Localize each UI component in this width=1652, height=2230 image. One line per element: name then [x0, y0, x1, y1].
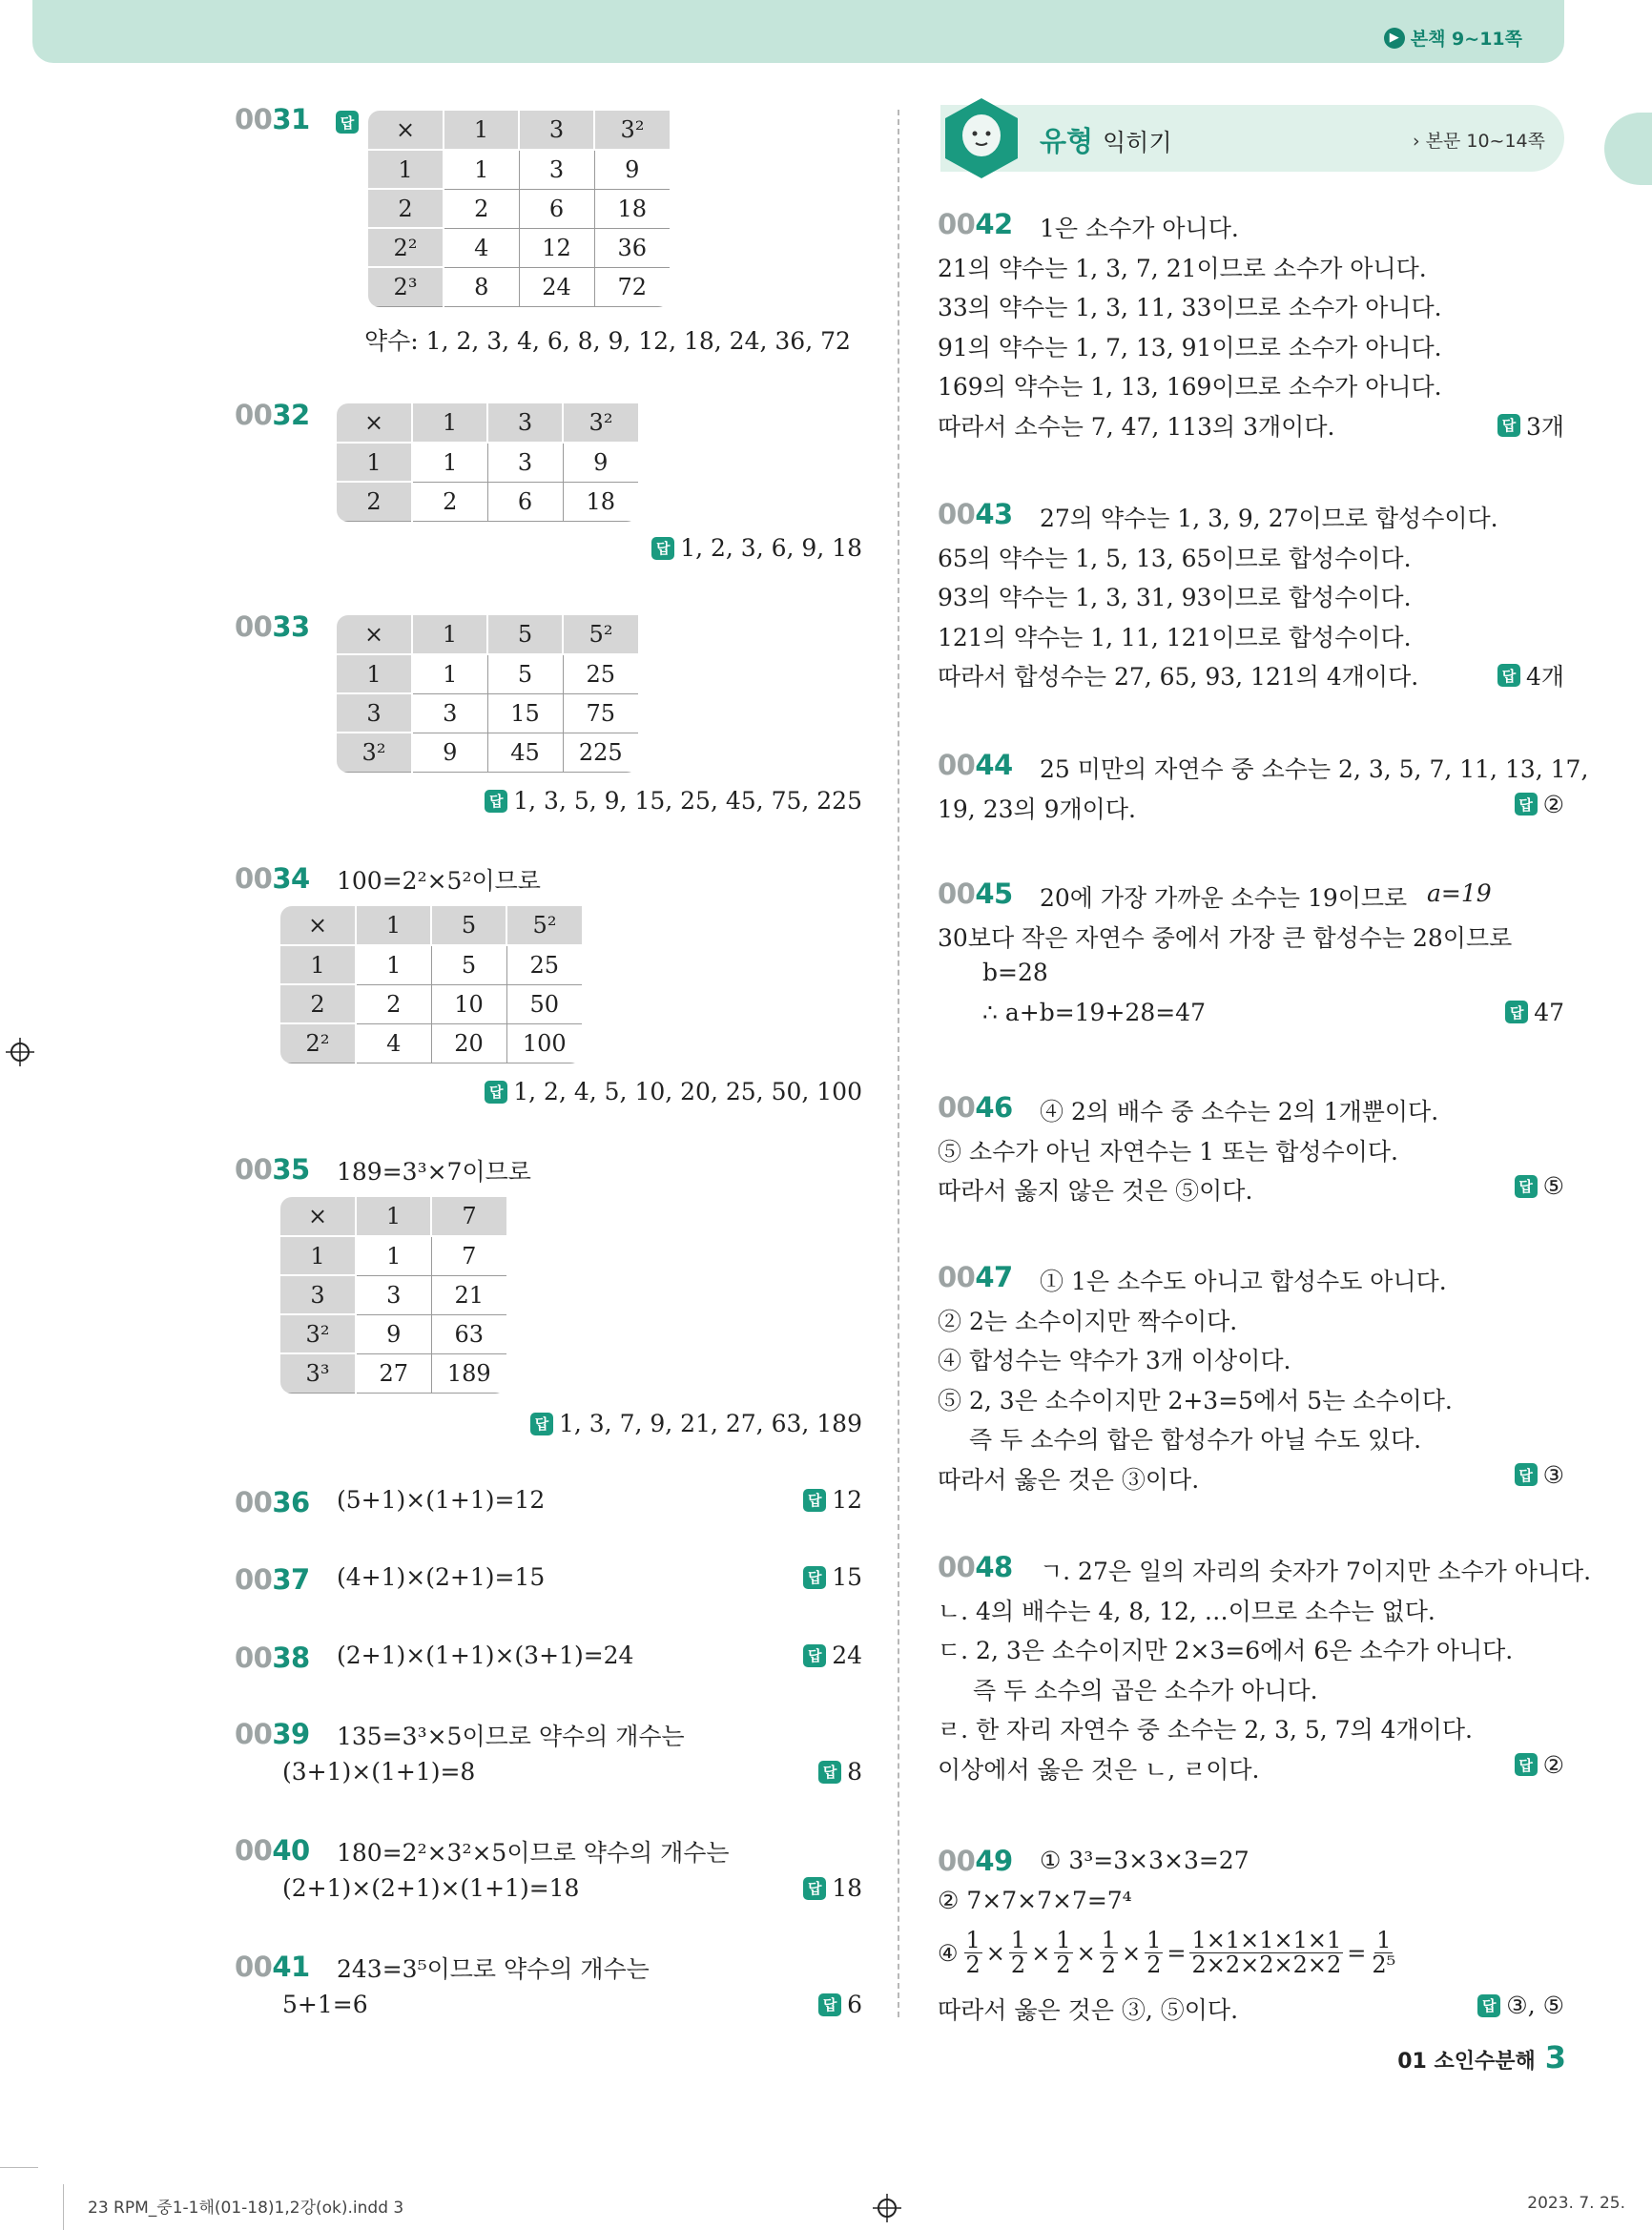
table-cell: 1: [444, 111, 519, 150]
solution-line: ② 2는 소수이지만 짝수이다.: [938, 1307, 1238, 1335]
fraction-denominator: 2×2×2×2×2: [1191, 1951, 1342, 1979]
crop-mark: [0, 2167, 38, 2168]
answer-badge-icon: 답: [818, 1993, 841, 2016]
registration-mark-icon: [873, 2194, 901, 2222]
problem-text2-0039: (3+1)×(1+1)=8: [282, 1758, 476, 1786]
problem-number-0046: [938, 1091, 1013, 1124]
table-row: [280, 1023, 582, 1063]
solution-line: 27의 약수는 1, 3, 9, 27이므로 합성수이다.: [1040, 505, 1498, 532]
table-header-row: [337, 615, 638, 654]
answer-badge-icon: 답: [1515, 1463, 1538, 1486]
table-header-row: [280, 1197, 506, 1236]
table-row: [280, 984, 582, 1023]
answer-0038: 답 24: [803, 1642, 862, 1669]
table-cell: 18: [594, 189, 670, 228]
table-cell: 3³: [280, 1353, 356, 1393]
table-cell: 2²: [280, 1023, 356, 1063]
problem-text-0039: 135=3³×5이므로 약수의 개수는: [337, 1723, 685, 1750]
fraction-numerator: 1×1×1×1×1: [1191, 1927, 1342, 1953]
table-cell: 10: [431, 984, 506, 1023]
table-cell: 3²: [337, 733, 412, 772]
answer-badge-icon: 답: [485, 790, 507, 813]
footer-chapter: 01 소인수분해 3: [1397, 2039, 1566, 2075]
solution-line: ㄹ. 한 자리 자연수 중 소수는 2, 3, 5, 7의 4개이다.: [938, 1716, 1473, 1744]
table-cell: 5: [431, 906, 506, 945]
table-cell: 1: [412, 654, 487, 693]
problem-number-prefix: 00: [938, 498, 976, 530]
answer-value: ⑤: [1542, 1172, 1564, 1200]
solution-line: 따라서 합성수는 27, 65, 93, 121의 4개이다.: [938, 663, 1419, 691]
table-cell: 5: [487, 654, 563, 693]
problem-number-0033: 0033: [235, 610, 310, 643]
table-cell: 1: [280, 1236, 356, 1275]
table-row: [280, 1236, 506, 1275]
problem-number-prefix: 00: [938, 1091, 976, 1124]
problem-number-0047: [938, 1261, 1013, 1293]
answer-0040: 답 18: [803, 1874, 862, 1902]
table-cell: 6: [519, 189, 594, 228]
page-number: 3: [1544, 2039, 1566, 2075]
problem-number-0032: 0032: [235, 399, 310, 431]
solution-line: ∴ a+b=19+28=47: [982, 998, 1206, 1026]
table-cell: 3²: [280, 1314, 356, 1353]
answer-badge-icon: 답: [818, 1761, 841, 1784]
answer-badge-icon: 답: [803, 1877, 826, 1900]
solution-line: 33의 약수는 1, 3, 11, 33이므로 소수가 아니다.: [938, 294, 1442, 321]
section-reference: › 본문 10~14쪽: [1412, 131, 1545, 152]
problem-number-suffix: 48: [975, 1551, 1013, 1583]
answer-badge-icon: 답: [530, 1413, 553, 1435]
answer-value: 3개: [1525, 412, 1564, 441]
problem-text-0034: 100=2²×5²이므로: [337, 867, 541, 895]
table-cell: 75: [563, 693, 638, 733]
answer-0034: 답 1, 2, 4, 5, 10, 20, 25, 50, 100: [485, 1078, 862, 1105]
solution-line: ⑤ 소수가 아닌 자연수는 1 또는 합성수이다.: [938, 1137, 1398, 1166]
solution-line: 20에 가장 가까운 소수는 19이므로: [1040, 884, 1408, 912]
table-cell: 5: [431, 945, 506, 984]
solution-line: 즉 두 소수의 곱은 소수가 아니다.: [973, 1676, 1318, 1704]
table-cell: 7: [431, 1236, 506, 1275]
table-cell: 9: [563, 443, 638, 482]
table-cell: 21: [431, 1275, 506, 1314]
answer-0044: [1515, 791, 1564, 818]
table-cell: 3: [412, 693, 487, 733]
table-cell: 5²: [563, 615, 638, 654]
table-cell: 27: [356, 1353, 431, 1393]
table-row: [337, 693, 638, 733]
table-cell: 3: [519, 150, 594, 189]
table-cell: 1: [280, 945, 356, 984]
problem-text-0038: (2+1)×(1+1)×(3+1)=24: [337, 1642, 634, 1669]
table-row: [368, 150, 670, 189]
table-cell: 100: [506, 1023, 582, 1063]
fraction: [1100, 1929, 1118, 1977]
table-cell: 8: [444, 267, 519, 306]
solution-line: 21의 약수는 1, 3, 7, 21이므로 소수가 아니다.: [938, 254, 1427, 282]
answer-0039: 답 8: [818, 1758, 862, 1786]
answer-0035: 답 1, 3, 7, 9, 21, 27, 63, 189: [530, 1410, 862, 1437]
solution-line: 30보다 작은 자연수 중에서 가장 큰 합성수는 28이므로: [938, 923, 1513, 952]
problem-number-0031: 0031: [235, 103, 310, 135]
fraction: [1145, 1929, 1163, 1977]
answer-badge-icon: 답: [1505, 1001, 1528, 1023]
fraction-numerator: 1: [1056, 1927, 1071, 1953]
answer-value: ②: [1542, 790, 1564, 818]
solution-line: 65의 약수는 1, 5, 13, 65이므로 합성수이다.: [938, 544, 1412, 572]
crop-mark: [63, 2184, 64, 2230]
problem-number-prefix: 00: [938, 749, 976, 781]
answer-badge-icon: 답: [1515, 793, 1538, 816]
divisor-table-0035: [280, 1197, 506, 1394]
slug-left: 23 RPM_중1-1해(01-18)1,2강(ok).indd 3: [88, 2199, 404, 2218]
problem-number-suffix: 47: [975, 1261, 1013, 1293]
problem-text2-0040: (2+1)×(2+1)×(1+1)=18: [282, 1874, 580, 1902]
answer-0033: 답 1, 3, 5, 9, 15, 25, 45, 75, 225: [485, 787, 862, 815]
answer-0047: [1515, 1461, 1564, 1489]
problem-text-0035: 189=3³×7이므로: [337, 1158, 531, 1186]
table-cell: 7: [431, 1197, 506, 1236]
solution-line: 따라서 옳은 것은 ③이다.: [938, 1465, 1200, 1494]
answer-0037: 답 15: [803, 1563, 862, 1591]
problem-number-suffix: 45: [975, 878, 1013, 910]
table-cell: 1: [412, 403, 487, 443]
table-row: [280, 1353, 506, 1393]
table-cell: 24: [519, 267, 594, 306]
problem-number-0042: [938, 208, 1013, 240]
answer-0046: [1515, 1172, 1564, 1200]
table-cell: 36: [594, 228, 670, 267]
answer-value: ②: [1542, 1750, 1564, 1779]
section-title: 유형 익히기: [1040, 125, 1172, 157]
fraction-denominator: 2: [965, 1951, 981, 1979]
table-cell: 9: [594, 150, 670, 189]
solution-line: 121의 약수는 1, 11, 121이므로 합성수이다.: [938, 623, 1412, 651]
table-cell: 1: [356, 945, 431, 984]
answer-0049: 답 ③, ⑤: [1477, 1992, 1564, 2019]
answer-value: ③: [1542, 1460, 1564, 1489]
equals-sign: =: [1167, 1939, 1187, 1967]
solution-line: ㄷ. 2, 3은 소수이지만 2×3=6에서 6은 소수가 아니다.: [938, 1637, 1514, 1664]
solution-line: b=28: [982, 959, 1048, 986]
answer-badge-icon: 답: [336, 111, 359, 134]
problem-number-prefix: 00: [938, 1261, 976, 1293]
table-cell: 9: [412, 733, 487, 772]
problem-number-suffix: 43: [975, 498, 1013, 530]
table-row: [280, 1275, 506, 1314]
table-cell: 25: [506, 945, 582, 984]
times-sign: ×: [1031, 1939, 1051, 1967]
problem-text-0041: 243=3⁵이므로 약수의 개수는: [337, 1955, 650, 1983]
table-cell: 20: [431, 1023, 506, 1063]
answer-0048: [1515, 1751, 1564, 1779]
fraction-denominator: 2⁵: [1372, 1951, 1396, 1979]
table-cell: 9: [356, 1314, 431, 1353]
table-cell: 6: [487, 482, 563, 521]
table-cell: 3²: [563, 403, 638, 443]
table-row: [337, 733, 638, 772]
table-cell: 3: [519, 111, 594, 150]
table-cell: 2³: [368, 267, 444, 306]
problem-number-suffix: 42: [975, 208, 1013, 240]
line-0049-4: 따라서 옳은 것은 ③, ⑤이다.: [938, 1996, 1239, 2024]
table-row: [280, 945, 582, 984]
table-cell: 63: [431, 1314, 506, 1353]
solution-line: ㄱ. 27은 일의 자리의 숫자가 7이지만 소수가 아니다.: [1040, 1558, 1592, 1585]
solution-a-value: a=19: [1427, 879, 1492, 907]
problem-number-prefix: 00: [938, 1551, 976, 1583]
divisor-table-0033: [337, 615, 638, 773]
times-sign: ×: [1076, 1939, 1096, 1967]
solution-line: 93의 약수는 1, 3, 31, 93이므로 합성수이다.: [938, 584, 1412, 611]
answer-0045: [1505, 999, 1564, 1026]
answer-0042: [1497, 408, 1564, 443]
fraction-numerator: 1: [965, 1927, 981, 1953]
problem-number-0048: [938, 1551, 1013, 1583]
solution-line: 25 미만의 자연수 중 소수는 2, 3, 5, 7, 11, 13, 17,: [1040, 755, 1589, 783]
table-cell: 1: [337, 443, 412, 482]
divisor-table-0031: [368, 111, 670, 307]
problem-text-0040: 180=2²×3²×5이므로 약수의 개수는: [337, 1839, 730, 1867]
header-ref-text: 본책 9~11쪽: [1410, 29, 1522, 50]
table-cell: ×: [368, 111, 444, 150]
table-cell: 2²: [368, 228, 444, 267]
table-cell: 4: [356, 1023, 431, 1063]
fraction: [1189, 1929, 1343, 1977]
fraction-product: [964, 1929, 1398, 1977]
times-sign: ×: [1121, 1939, 1142, 1967]
table-cell: 1: [337, 654, 412, 693]
problem-text-0037: (4+1)×(2+1)=15: [337, 1563, 546, 1591]
fraction-denominator: 2: [1010, 1951, 1026, 1979]
table-header-row: [337, 403, 638, 443]
problem-text-0036: (5+1)×(1+1)=12: [337, 1486, 546, 1514]
problem-number-prefix: 00: [938, 208, 976, 240]
answer-badge-icon: 답: [1515, 1175, 1538, 1198]
table-cell: 2: [337, 482, 412, 521]
answer-0041: 답 6: [818, 1991, 862, 2018]
table-cell: 1: [356, 1197, 431, 1236]
table-cell: 1: [368, 150, 444, 189]
problem-number-0036: 0036: [235, 1486, 310, 1518]
slug-right: 2023. 7. 25.: [1527, 2194, 1625, 2213]
times-sign: ×: [985, 1939, 1005, 1967]
table-cell: 3: [356, 1275, 431, 1314]
answer-badge-icon: 답: [1515, 1753, 1538, 1776]
solution-line: 즉 두 소수의 합은 합성수가 아닐 수도 있다.: [969, 1426, 1422, 1454]
table-cell: 25: [563, 654, 638, 693]
problem-number-0040: 0040: [235, 1834, 310, 1867]
problem-number-0035: 0035: [235, 1153, 310, 1186]
problem-number-0045: [938, 878, 1013, 910]
fraction-numerator: 1: [1101, 1927, 1116, 1953]
problem-number-0043: [938, 498, 1013, 530]
fraction-numerator: 1: [1376, 1927, 1392, 1953]
table-cell: 4: [444, 228, 519, 267]
fraction: [1054, 1929, 1072, 1977]
table-cell: ×: [280, 1197, 356, 1236]
column-divider: [898, 110, 899, 2017]
table-cell: 1: [356, 906, 431, 945]
table-cell: 3²: [594, 111, 670, 150]
answer-value: 47: [1534, 998, 1564, 1026]
chapter-side-tab: [1604, 113, 1652, 185]
answer-badge-icon: 답: [803, 1644, 826, 1667]
table-cell: 1: [412, 615, 487, 654]
arrow-right-icon: ▶: [1384, 28, 1405, 49]
table-cell: 5²: [506, 906, 582, 945]
fraction: [1370, 1929, 1397, 1977]
solution-line: ① 1은 소수도 아니고 합성수도 아니다.: [1040, 1268, 1447, 1295]
solution-line: ④ 합성수는 약수가 3개 이상이다.: [938, 1347, 1291, 1374]
table-row: [337, 443, 638, 482]
answer-badge-icon: 답: [1497, 664, 1520, 687]
table-cell: 1: [356, 1236, 431, 1275]
table-row: [280, 1314, 506, 1353]
fraction-denominator: 2: [1146, 1951, 1162, 1979]
solution-line: ④ 2의 배수 중 소수는 2의 1개뿐이다.: [1040, 1098, 1439, 1125]
table-row: [337, 654, 638, 693]
table-cell: ×: [280, 906, 356, 945]
table-header-row: [368, 111, 670, 150]
table-cell: 3: [280, 1275, 356, 1314]
solution-line: ⑤ 2, 3은 소수이지만 2+3=5에서 5는 소수이다.: [938, 1386, 1453, 1414]
solution-line: 19, 23의 9개이다.: [938, 795, 1136, 823]
header-reference: [1384, 25, 1522, 51]
table-cell: 3: [337, 693, 412, 733]
table-row: [337, 482, 638, 521]
table-row: [368, 189, 670, 228]
answer-badge-icon: 답: [803, 1489, 826, 1512]
problem-number-0044: [938, 749, 1013, 781]
table-cell: 189: [431, 1353, 506, 1393]
fraction: [1009, 1929, 1027, 1977]
answer-badge-icon: 답: [803, 1566, 826, 1589]
answer-badge-icon: 답: [1497, 414, 1520, 437]
table-cell: 45: [487, 733, 563, 772]
answer-badge-icon: 답: [1477, 1994, 1500, 2017]
fraction-denominator: 2: [1056, 1951, 1071, 1979]
problem-number-0034: 0034: [235, 862, 310, 895]
line-0049-3: ④ $\frac{1}{2}$ × $\frac{1}{2}$ × $\frac{1}{2}$ × $\frac{1}{2}$ × $\frac{1}{2}$ = $\frac{1\times 1\times 1\times 1\times 1}{2\times 2\times 2\times 2\times 2}$ = $\frac{1}{\text{2⁵}}$: [938, 1927, 1396, 1979]
answer-badge-icon: 답: [485, 1081, 507, 1104]
table-cell: 2: [412, 482, 487, 521]
table-cell: 2: [280, 984, 356, 1023]
table-cell: 5: [487, 615, 563, 654]
solution-line: 91의 약수는 1, 7, 13, 91이므로 소수가 아니다.: [938, 333, 1442, 361]
table-cell: 2: [368, 189, 444, 228]
table-header-row: [280, 906, 582, 945]
answer-value: 4개: [1525, 663, 1564, 691]
line-0049-2: ② 7×7×7×7=7⁴: [938, 1887, 1132, 1914]
fraction-numerator: 1: [1010, 1927, 1026, 1953]
table-cell: ×: [337, 403, 412, 443]
problem-number-0038: 0038: [235, 1642, 310, 1674]
table-cell: 15: [487, 693, 563, 733]
answer-0032: 답 1, 2, 3, 6, 9, 18: [651, 534, 862, 562]
registration-mark-icon: [6, 1038, 34, 1066]
table-cell: 18: [563, 482, 638, 521]
table-cell: 3: [487, 403, 563, 443]
problem-number-0037: 0037: [235, 1563, 310, 1596]
table-cell: 50: [506, 984, 582, 1023]
table-cell: 12: [519, 228, 594, 267]
solution-line: 따라서 소수는 7, 47, 113의 3개이다.: [938, 412, 1335, 441]
answer-0036: 답 12: [803, 1486, 862, 1514]
divisor-table-0032: [337, 403, 638, 522]
table-cell: 1: [444, 150, 519, 189]
fraction-denominator: 2: [1101, 1951, 1116, 1979]
divisor-table-0034: [280, 906, 582, 1063]
problem-number-0039: 0039: [235, 1718, 310, 1750]
table-cell: 72: [594, 267, 670, 306]
problem-number-0049: 0049: [938, 1845, 1013, 1877]
table-cell: 3: [487, 443, 563, 482]
divisor-list-0031: 약수: 1, 2, 3, 4, 6, 8, 9, 12, 18, 24, 36, 72: [364, 327, 851, 355]
solution-line: 이상에서 옳은 것은 ㄴ, ㄹ이다.: [938, 1755, 1260, 1784]
mascot-hexagon-icon: [939, 95, 1024, 181]
equals-sign: =: [1347, 1939, 1367, 1967]
line-0049-1: ① 3³=3×3×3=27: [1040, 1847, 1249, 1874]
table-cell: 2: [444, 189, 519, 228]
solution-line: 169의 약수는 1, 13, 169이므로 소수가 아니다.: [938, 373, 1442, 401]
fraction-numerator: 1: [1146, 1927, 1162, 1953]
table-cell: 225: [563, 733, 638, 772]
table-row: [368, 267, 670, 306]
answer-badge-icon: 답: [651, 537, 674, 560]
table-cell: 1: [412, 443, 487, 482]
answer-0043: [1497, 658, 1564, 692]
problem-number-0041: 0041: [235, 1951, 310, 1983]
fraction: [964, 1929, 982, 1977]
problem-number-prefix: 00: [938, 878, 976, 910]
solution-line: ㄴ. 4의 배수는 4, 8, 12, …이므로 소수는 없다.: [938, 1597, 1435, 1625]
problem-number-suffix: 44: [975, 749, 1013, 781]
top-header-bar: [32, 0, 1564, 63]
solution-line: 따라서 옳지 않은 것은 ⑤이다.: [938, 1177, 1253, 1205]
problem-text2-0041: 5+1=6: [282, 1991, 368, 2018]
problem-number-suffix: 46: [975, 1091, 1013, 1124]
table-cell: 2: [356, 984, 431, 1023]
table-row: [368, 228, 670, 267]
table-cell: ×: [337, 615, 412, 654]
solution-line: 1은 소수가 아니다.: [1040, 215, 1239, 242]
